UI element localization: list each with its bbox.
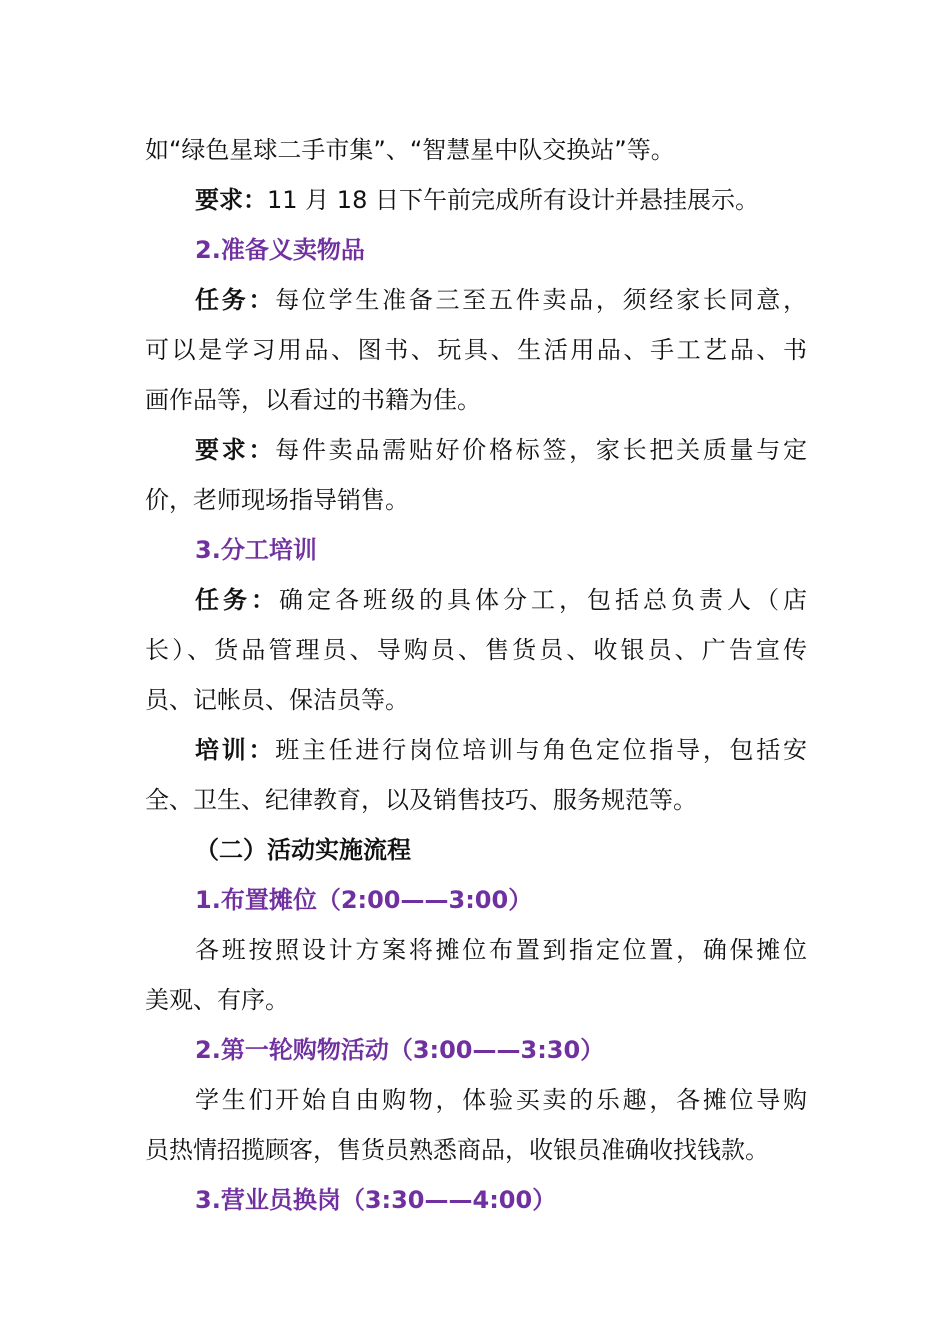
training-line [195,735,807,765]
paragraph-line: 学生们开始自由购物，体验买卖的乐趣，各摊位导购 [195,1086,807,1114]
paragraph-line: 长）、货品管理员、导购员、售货员、收银员、广告宣传 [145,636,807,664]
requirement-line [195,185,875,215]
paragraph-line: 可以是学习用品、图书、玩具、生活用品、手工艺品、书 [145,336,807,364]
heading-booth-setup: 1.布置摊位（2:00——3:00） [195,886,533,914]
requirement-text: 每件卖品需贴好价格标签，家长把关质量与定 [275,436,808,464]
heading-staff-swap: 3.营业员换岗（3:30——4:00） [195,1186,557,1214]
task-label: 任务： [195,286,276,314]
paragraph-line: 价，老师现场指导销售。 [145,486,409,514]
paragraph-line: 美观、有序。 [145,986,289,1014]
text: 如“绿色星球二手市集”、“智慧星中队交换站”等。 [145,136,675,164]
paragraph-line: 各班按照设计方案将摊位布置到指定位置，确保摊位 [195,936,807,964]
task-text: 确定各班级的具体分工，包括总负责人（店 [279,586,807,614]
task-text: 每位学生准备三至五件卖品，须经家长同意， [275,286,808,314]
task-label: 任务： [195,586,279,614]
training-label: 培训： [195,736,276,764]
task-line [195,285,807,315]
requirement-label: 要求： [195,186,267,214]
heading-division-training: 3.分工培训 [195,536,317,564]
paragraph-line [145,135,825,165]
task-line [195,585,807,615]
heading-prepare-items: 2.准备义卖物品 [195,236,365,264]
paragraph-line: 员、记帐员、保洁员等。 [145,686,409,714]
paragraph-line: 画作品等，以看过的书籍为佳。 [145,386,481,414]
heading-first-shopping: 2.第一轮购物活动（3:00——3:30） [195,1036,605,1064]
section-heading: （二）活动实施流程 [195,836,411,864]
paragraph-line: 员热情招揽顾客，售货员熟悉商品，收银员准确收找钱款。 [145,1136,769,1164]
requirement-line [195,435,807,465]
requirement-label: 要求： [195,436,276,464]
requirement-text: 11 月 18 日下午前完成所有设计并悬挂展示。 [267,186,759,214]
paragraph-line: 全、卫生、纪律教育，以及销售技巧、服务规范等。 [145,786,697,814]
training-text: 班主任进行岗位培训与角色定位指导，包括安 [275,736,808,764]
